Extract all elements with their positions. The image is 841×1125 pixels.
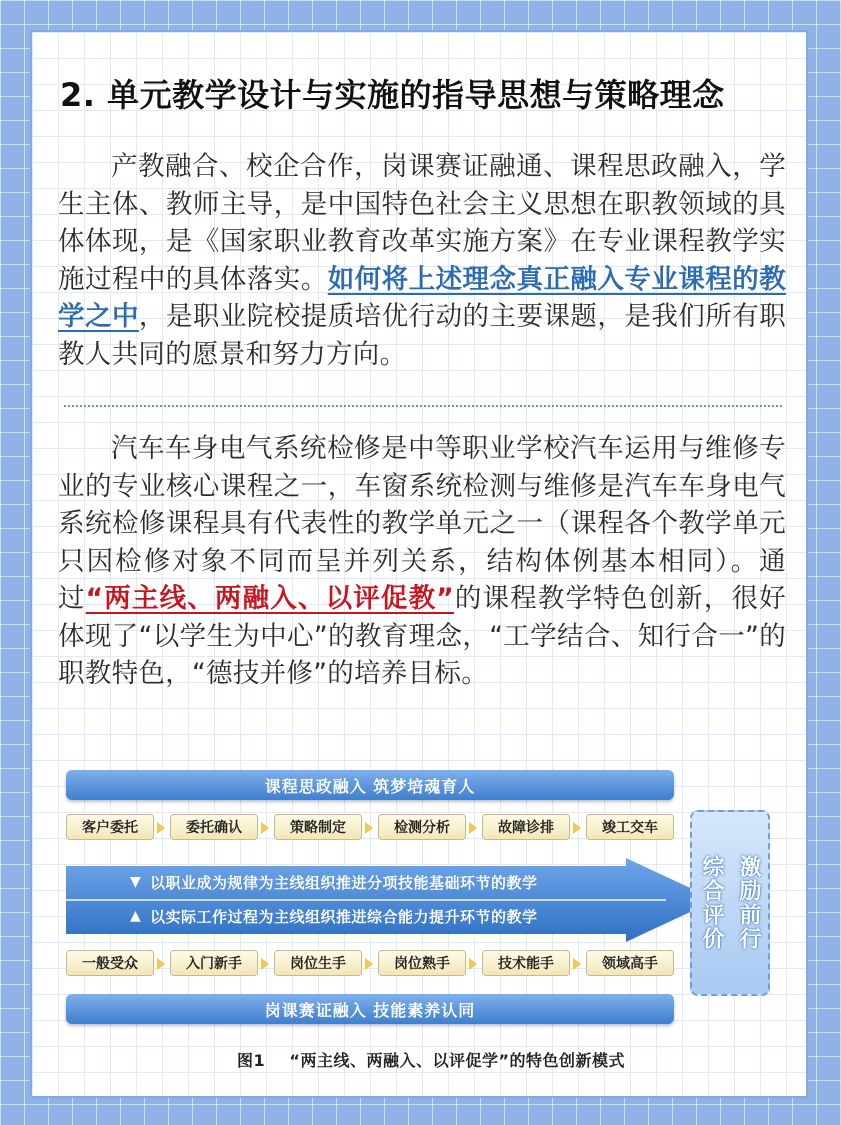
level-step: 领域高手 (586, 950, 674, 976)
paragraph-1 (58, 148, 786, 373)
content-card (30, 30, 808, 1098)
arrow-line-up (110, 902, 670, 930)
top-band: 课程思政融入 筑梦培魂育人 (66, 770, 674, 800)
workflow-row (66, 814, 690, 840)
paragraph-2-text-after: 的课程教学特色创新，很好体现了“以学生为中心”的教育理念，“工学结合、知行合一”的职教特色，“德技并修”的培养目标。 (58, 583, 786, 689)
innovation-model-diagram (66, 770, 796, 1070)
level-step: 岗位熟手 (378, 950, 466, 976)
level-step: 一般受众 (66, 950, 154, 976)
paragraph-1-highlight: 如何将上述理念真正融入专业课程的教学之中 (58, 263, 787, 332)
up-arrow-icon: ▲ (130, 908, 142, 924)
workflow-step: 竣工交车 (586, 814, 674, 840)
arrow-up-text: 以实际工作过程为主线组织推进综合能力提升环节的教学 (150, 907, 538, 926)
dotted-divider (64, 405, 782, 407)
workflow-step: 策略制定 (274, 814, 362, 840)
down-arrow-icon: ▼ (130, 874, 142, 890)
figure-caption: 图1 “两主线、两融入、以评促学”的特色创新模式 (237, 1051, 625, 1070)
level-step: 入门新手 (170, 950, 258, 976)
level-step: 岗位生手 (274, 950, 362, 976)
paragraph-2-highlight: “两主线、两融入、以评促教” (85, 583, 454, 614)
workflow-step: 委托确认 (170, 814, 258, 840)
arrow-line-down (110, 868, 670, 896)
evaluation-panel (690, 810, 770, 996)
section-title: 2. 单元教学设计与实施的指导思想与策略理念 (60, 76, 725, 114)
bottom-band: 岗课赛证融入 技能素养认同 (66, 994, 674, 1024)
paragraph-1-text-after: ，是职业院校提质培优行动的主要课题，是我们所有职教人共同的愿景和努力方向。 (58, 301, 787, 370)
side-column-1: 综合评价 (699, 855, 724, 951)
side-column-2: 激励前行 (736, 855, 761, 951)
paragraph-2-text: 汽车车身电气系统检修是中等职业学校汽车运用与维修专业的专业核心课程之一，车窗系统检测与维修是汽车车身电气系统检修课程具有代表性的教学单元之一（课程各个教学单元只因检修对象不同而呈并列关系，结构体例基本相同）。通过 (58, 433, 786, 614)
level-step: 技术能手 (482, 950, 570, 976)
workflow-step: 故障诊排 (482, 814, 570, 840)
arrow-down-text: 以职业成为规律为主线组织推进分项技能基础环节的教学 (150, 873, 538, 892)
paragraph-2 (58, 430, 786, 693)
workflow-step: 检测分析 (378, 814, 466, 840)
paragraph-1-text: 产教融合、校企合作，岗课赛证融通、课程思政融入，学生主体、教师主导，是中国特色社会主义思想在职教领域的具体体现，是《国家职业教育改革实施方案》在专业课程教学实施过程中的具体落实。 (58, 151, 786, 295)
level-row (66, 950, 690, 976)
workflow-step: 客户委托 (66, 814, 154, 840)
